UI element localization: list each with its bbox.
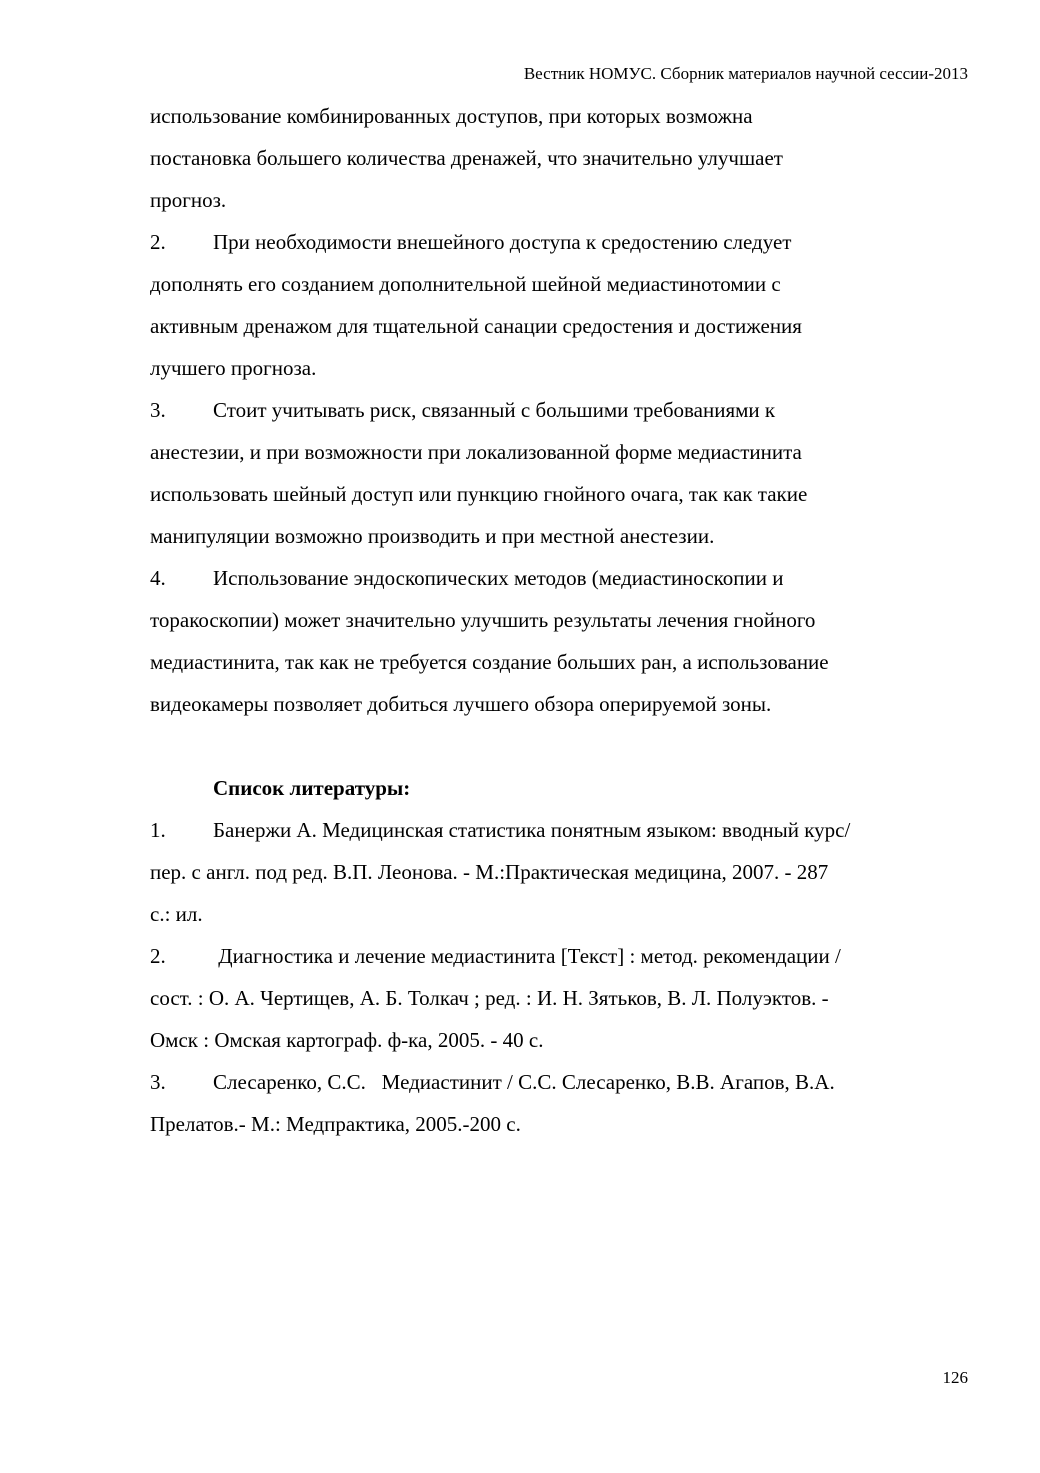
paragraph-line: лучшего прогноза. (150, 356, 317, 380)
conclusion-item-2 (150, 221, 970, 389)
paragraph-line: использовать шейный доступ или пункцию гнойного очага, так как такие (150, 482, 808, 506)
paragraph-line: манипуляции возможно производить и при местной анестезии. (150, 524, 715, 548)
reference-line: с.: ил. (150, 902, 203, 926)
reference-item-2 (150, 935, 970, 1061)
reference-number: 1. (150, 818, 166, 842)
conclusion-item-4 (150, 557, 970, 725)
spacer (150, 725, 970, 767)
reference-item-1 (150, 809, 970, 935)
paragraph-line: анестезии, и при возможности при локализованной форме медиастинита (150, 440, 802, 464)
reference-number: 3. (150, 1070, 166, 1094)
paragraph-line: видеокамеры позволяет добиться лучшего обзора оперируемой зоны. (150, 692, 772, 716)
reference-first-line: Банержи А. Медицинская статистика понятным языком: вводный курс/ (213, 818, 851, 842)
paragraph-line: торакоскопии) может значительно улучшить результаты лечения гнойного (150, 608, 816, 632)
item-first-line: При необходимости внешейного доступа к средостению следует (213, 230, 792, 254)
item-first-line: Использование эндоскопических методов (медиастиноскопии и (213, 566, 784, 590)
reference-line: пер. с англ. под ред. В.П. Леонова. - М.:Практическая медицина, 2007. - 287 (150, 860, 829, 884)
paragraph-line: медиастинита, так как не требуется создание больших ран, а использование (150, 650, 829, 674)
reference-number: 2. (150, 944, 166, 968)
reference-first-line: Слесаренко, С.С. Медиастинит / С.С. Слесаренко, В.В. Агапов, В.А. (213, 1070, 835, 1094)
paragraph-line: прогноз. (150, 188, 227, 212)
item-number: 4. (150, 566, 166, 590)
reference-item-3 (150, 1061, 970, 1145)
reference-line: Прелатов.- М.: Медпрактика, 2005.-200 с. (150, 1112, 521, 1136)
paragraph-line: дополнять его созданием дополнительной шейной медиастинотомии с (150, 272, 781, 296)
item-number: 2. (150, 230, 166, 254)
paragraph-line: использование комбинированных доступов, при которых возможна (150, 104, 753, 128)
reference-line: сост. : О. А. Чертищев, А. Б. Толкач ; ред. : И. Н. Зятьков, В. Л. Полуэктов. - (150, 986, 829, 1010)
page-number: 126 (942, 1368, 968, 1387)
item-first-line: Стоит учитывать риск, связанный с большими требованиями к (213, 398, 776, 422)
paragraph-line: активным дренажом для тщательной санации средостения и достижения (150, 314, 802, 338)
page-body (150, 95, 970, 1145)
running-header: Вестник НОМУС. Сборник материалов научной сессии-2013 (523, 64, 968, 83)
reference-line: Омск : Омская картограф. ф-ка, 2005. - 40 с. (150, 1028, 544, 1052)
references-heading: Список литературы: (213, 776, 411, 800)
item-number: 3. (150, 398, 166, 422)
reference-first-line: Диагностика и лечение медиастинита [Текст] : метод. рекомендации / (213, 944, 841, 968)
conclusion-item-3 (150, 389, 970, 557)
paragraph-line: постановка большего количества дренажей, что значительно улучшает (150, 146, 783, 170)
